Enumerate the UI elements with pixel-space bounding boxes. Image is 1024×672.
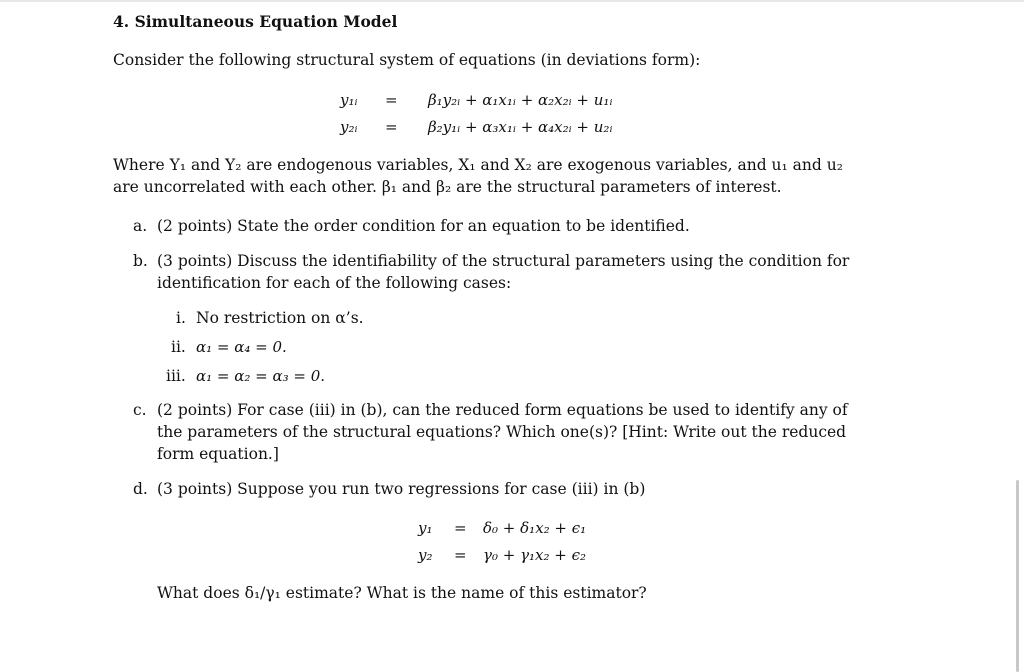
part-a-text: (2 points) State the order condition for an equation to be identified. — [157, 217, 690, 235]
regression-2-lhs: y₂ — [418, 546, 433, 564]
part-a-label: a. — [133, 217, 148, 235]
case-ii-text: α₁ = α₄ = 0. — [196, 338, 287, 356]
description-line-1: Where Y₁ and Y₂ are endogenous variables, X₁ and X₂ are exogenous variables, and u₁ and u₂ — [113, 156, 843, 174]
intro-text: Consider the following structural system of equations (in deviations form): — [113, 51, 701, 69]
equation-2-rhs: β₂y₁ᵢ + α₃x₁ᵢ + α₄x₂ᵢ + u₂ᵢ — [428, 118, 613, 136]
case-i-text: No restriction on α’s. — [196, 309, 364, 327]
regression-2-equals: = — [454, 546, 467, 564]
part-c-line-3: form equation.] — [157, 445, 279, 463]
case-ii-label: ii. — [171, 338, 186, 356]
part-d-question: What does δ₁/γ₁ estimate? What is the name of this estimator? — [157, 584, 647, 602]
equation-2-lhs: y₂ᵢ — [340, 118, 358, 136]
equation-2-equals: = — [385, 118, 398, 136]
part-d-label: d. — [133, 480, 148, 498]
section-heading: 4. Simultaneous Equation Model — [113, 12, 398, 31]
case-iii-text: α₁ = α₂ = α₃ = 0. — [196, 367, 326, 385]
part-c-label: c. — [133, 401, 147, 419]
part-b-line-1: (3 points) Discuss the identifiability of the structural parameters using the condition for — [157, 252, 850, 270]
part-c-line-1: (2 points) For case (iii) in (b), can the reduced form equations be used to identify any of — [157, 401, 848, 419]
regression-1-rhs: δ₀ + δ₁x₂ + ϵ₁ — [483, 519, 587, 537]
regression-2-rhs: γ₀ + γ₁x₂ + ϵ₂ — [483, 546, 587, 564]
regression-1-lhs: y₁ — [418, 519, 433, 537]
case-iii-label: iii. — [166, 367, 186, 385]
equation-1-rhs: β₁y₂ᵢ + α₁x₁ᵢ + α₂x₂ᵢ + u₁ᵢ — [428, 91, 613, 109]
equation-1-lhs: y₁ᵢ — [340, 91, 358, 109]
part-b-line-2: identification for each of the following cases: — [157, 274, 512, 292]
part-b-label: b. — [133, 252, 148, 270]
regression-1-equals: = — [454, 519, 467, 537]
part-d-text: (3 points) Suppose you run two regressions for case (iii) in (b) — [157, 480, 646, 498]
case-i-label: i. — [176, 309, 186, 327]
part-c-line-2: the parameters of the structural equations? Which one(s)? [Hint: Write out the reduced — [157, 423, 847, 441]
equation-1-equals: = — [385, 91, 398, 109]
description-line-2: are uncorrelated with each other. β₁ and β₂ are the structural parameters of interest. — [113, 178, 782, 196]
scrollbar[interactable] — [1016, 480, 1019, 672]
